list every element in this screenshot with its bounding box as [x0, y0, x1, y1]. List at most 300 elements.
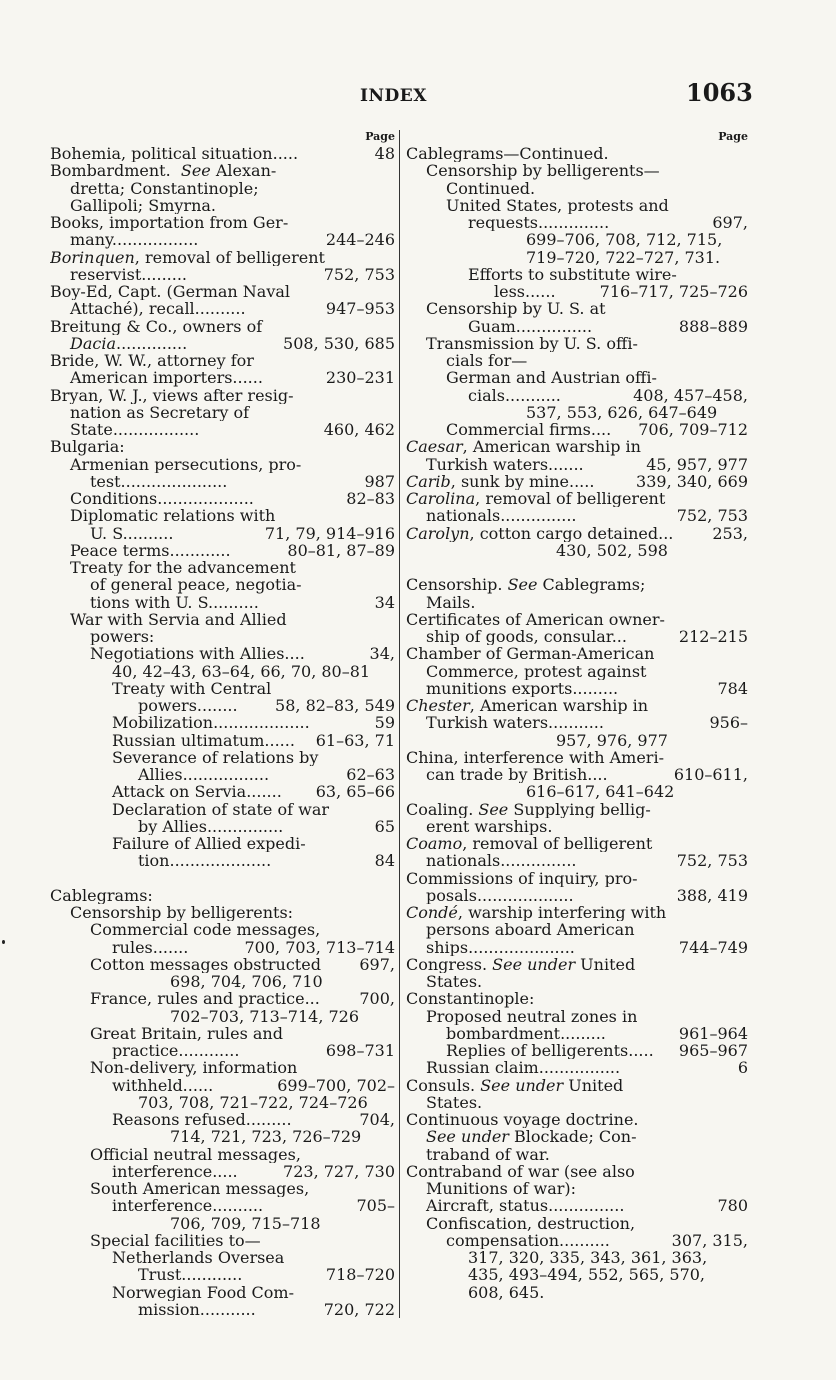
index-entry-text: Replies of belligerents..... — [446, 1042, 654, 1060]
index-page-reference: 784 — [714, 680, 748, 697]
index-entry-text: 430, 502, 598 — [556, 541, 668, 559]
index-entry-line — [50, 1215, 395, 1232]
index-entry-line — [406, 300, 748, 317]
index-page-reference: 82–83 — [343, 490, 395, 507]
index-entry-line — [50, 266, 395, 283]
index-entry-line — [406, 197, 748, 214]
index-entry-line — [50, 490, 395, 507]
index-entry-text: Commercial firms.... — [446, 421, 612, 439]
index-entry-text: tion.................... — [138, 852, 272, 870]
index-entry-text: tions with U. S.......... — [90, 593, 259, 611]
index-entry-line — [50, 1249, 395, 1266]
index-entry-text: 616–617, 641–642 — [526, 783, 675, 801]
index-page-reference: 6 — [735, 1059, 748, 1076]
index-entry-line — [50, 818, 395, 835]
index-entry-line — [406, 697, 748, 714]
index-entry-line — [406, 266, 748, 283]
index-entry-text: Gallipoli; Smyrna. — [70, 196, 217, 214]
index-entry-line — [406, 990, 748, 1007]
index-entry-line — [406, 904, 748, 921]
index-entry-line — [406, 1197, 748, 1214]
index-entry-text: Carolyn, cotton cargo detained... — [406, 524, 674, 542]
index-entry-text: Commissions of inquiry, pro- — [406, 869, 638, 887]
index-entry-line — [406, 421, 748, 438]
index-page-reference: 339, 340, 669 — [633, 473, 748, 490]
index-page-reference: 956– — [706, 714, 748, 731]
index-entry-line — [50, 300, 395, 317]
index-entry-text: United States, protests and — [446, 196, 669, 214]
index-entry-text: 706, 709, 715–718 — [170, 1214, 321, 1232]
index-entry-text: South American messages, — [90, 1180, 310, 1198]
index-entry-text: 719–720, 722–727, 731. — [526, 248, 721, 266]
index-entry-text: 699–706, 708, 712, 715, — [526, 231, 723, 249]
index-entry-line — [406, 749, 748, 766]
index-entry-text: Censorship by belligerents: — [70, 904, 294, 922]
index-page-reference: 45, 957, 977 — [643, 456, 748, 473]
index-entry-line — [50, 904, 395, 921]
index-entry-line — [406, 1077, 748, 1094]
index-entry-line — [50, 576, 395, 593]
index-entry-text: 317, 320, 335, 343, 361, 363, — [468, 1249, 708, 1267]
index-page-reference: 987 — [361, 473, 395, 490]
index-page-reference: 752, 753 — [321, 266, 395, 283]
index-entry-line — [406, 214, 748, 231]
index-entry-text: powers........ — [138, 697, 238, 715]
index-entry-text: compensation.......... — [446, 1231, 610, 1249]
index-page-reference: 48 — [372, 145, 395, 162]
index-entry-text: Dacia.............. — [70, 334, 188, 352]
index-page-reference: 699–700, 702– — [274, 1077, 395, 1094]
index-entry-text: Official neutral messages, — [90, 1145, 301, 1163]
index-entry-line — [406, 490, 748, 507]
index-entry-line — [406, 887, 748, 904]
index-entry-text: 435, 493–494, 552, 565, 570, — [468, 1266, 706, 1284]
index-entry-text: American importers...... — [70, 369, 263, 387]
index-entry-line — [406, 335, 748, 352]
index-entry-line — [50, 231, 395, 248]
index-entry-line — [406, 542, 748, 559]
index-entry-text: German and Austrian offi- — [446, 369, 657, 387]
index-entry-line — [50, 1128, 395, 1145]
index-entry-line — [406, 283, 748, 300]
index-entry-line — [406, 507, 748, 524]
index-entry-line — [406, 1180, 748, 1197]
index-entry-line — [50, 766, 395, 783]
index-entry-line — [50, 594, 395, 611]
index-entry-text: Norwegian Food Com- — [112, 1283, 295, 1301]
index-entry-text: Books, importation from Ger- — [50, 214, 289, 232]
index-entry-line — [406, 180, 748, 197]
index-page-reference: 34, — [367, 645, 395, 662]
index-page-reference: 965–967 — [676, 1042, 748, 1059]
index-page-reference: 697, — [356, 956, 395, 973]
index-entry-text: Censorship. See Cablegrams; — [406, 576, 646, 594]
index-entry-text: Turkish waters........... — [426, 714, 604, 732]
index-entry-line — [50, 697, 395, 714]
index-entry-text: 698, 704, 706, 710 — [170, 973, 323, 991]
index-entry-line — [406, 852, 748, 869]
page-column-label: Page — [718, 130, 748, 143]
index-entry-text: many................. — [70, 231, 199, 249]
index-page-reference: 71, 79, 914–916 — [262, 525, 395, 542]
entry-spacer — [50, 870, 395, 887]
index-entry-text: China, interference with Ameri- — [406, 748, 664, 766]
index-entry-line — [406, 680, 748, 697]
index-entry-line — [50, 335, 395, 352]
index-entry-text: Armenian persecutions, pro- — [70, 455, 302, 473]
index-page-reference: 704, — [356, 1111, 395, 1128]
index-entry-text: Coamo, removal of belligerent — [406, 835, 653, 853]
index-entry-line — [50, 801, 395, 818]
index-entry-text: Munitions of war): — [426, 1180, 577, 1198]
index-entry-text: Cablegrams: — [50, 886, 153, 904]
index-page-reference: 697, — [709, 214, 748, 231]
index-entry-line — [50, 318, 395, 335]
index-column-right — [406, 128, 748, 1301]
index-entry-line — [406, 1042, 748, 1059]
index-entry-line — [50, 145, 395, 162]
index-page-reference: 700, 703, 713–714 — [242, 939, 396, 956]
index-entry-text: Turkish waters....... — [426, 455, 584, 473]
index-entry-text: Cotton messages obstructed — [90, 955, 321, 973]
index-entry-line — [406, 249, 748, 266]
index-entry-line — [406, 318, 748, 335]
index-entry-line — [50, 249, 395, 266]
index-entry-text: Conditions................... — [70, 490, 254, 508]
index-entry-text: reservist......... — [70, 265, 188, 283]
index-entry-text: Great Britain, rules and — [90, 1024, 283, 1042]
index-entry-text: Censorship by U. S. at — [426, 300, 606, 318]
index-entry-line — [50, 1180, 395, 1197]
index-entry-line — [406, 473, 748, 490]
index-entry-line — [50, 749, 395, 766]
index-entry-line — [50, 611, 395, 628]
index-entry-line — [406, 956, 748, 973]
index-entry-line — [406, 456, 748, 473]
index-page-reference: 80–81, 87–89 — [284, 542, 395, 559]
index-entry-line — [406, 145, 748, 162]
index-entry-text: can trade by British.... — [426, 766, 608, 784]
index-entry-text: Mails. — [426, 593, 476, 611]
index-page-reference: 705– — [353, 1197, 395, 1214]
index-page-reference: 58, 82–83, 549 — [272, 697, 395, 714]
index-entry-text: Russian ultimatum...... — [112, 731, 295, 749]
index-entry-text: Bride, W. W., attorney for — [50, 352, 254, 370]
index-page-reference: 698–731 — [323, 1042, 395, 1059]
index-entry-text: Declaration of state of war — [112, 800, 329, 818]
index-entry-text: Russian claim................ — [426, 1059, 621, 1077]
index-entry-line — [406, 1094, 748, 1111]
index-entry-text: Borinquen, removal of belligerent — [50, 248, 325, 266]
index-entry-line — [406, 973, 748, 990]
index-entry-line — [50, 507, 395, 524]
index-entry-line — [50, 921, 395, 938]
index-entry-line — [50, 680, 395, 697]
index-entry-line — [50, 628, 395, 645]
index-entry-text: interference.......... — [112, 1197, 264, 1215]
index-entry-line — [406, 438, 748, 455]
index-entry-line — [406, 576, 748, 593]
index-entry-text: Attaché), recall.......... — [70, 300, 246, 318]
index-entry-text: 702–703, 713–714, 726 — [170, 1007, 360, 1025]
index-entry-line — [50, 1111, 395, 1128]
index-entry-line — [50, 939, 395, 956]
index-entry-line — [50, 387, 395, 404]
index-page-reference: 63, 65–66 — [313, 783, 395, 800]
index-entry-line — [406, 921, 748, 938]
index-entry-line — [50, 162, 395, 179]
index-entry-text: Contraband of war (see also — [406, 1162, 635, 1180]
index-entry-line — [50, 559, 395, 576]
index-entry-text: Chester, American warship in — [406, 697, 649, 715]
index-entry-text: powers: — [90, 628, 155, 646]
index-page-reference: 230–231 — [323, 369, 395, 386]
index-entry-line — [406, 1284, 748, 1301]
index-entry-line — [50, 421, 395, 438]
index-page-reference: 212–215 — [676, 628, 748, 645]
index-page-reference: 59 — [372, 714, 395, 731]
index-entries-right — [406, 145, 748, 1301]
index-entry-line — [50, 732, 395, 749]
index-page-reference: 700, — [356, 990, 395, 1007]
index-entry-text: Guam............... — [468, 317, 593, 335]
index-entry-line — [406, 1146, 748, 1163]
index-entry-text: Commercial code messages, — [90, 921, 321, 939]
index-entry-text: Peace terms............ — [70, 541, 231, 559]
index-entry-text: erent warships. — [426, 817, 553, 835]
index-entry-text: Confiscation, destruction, — [426, 1214, 636, 1232]
index-entry-text: See under Blockade; Con- — [426, 1128, 637, 1146]
index-entry-line — [406, 594, 748, 611]
index-page-reference: 752, 753 — [674, 507, 748, 524]
index-entry-line — [50, 1163, 395, 1180]
entry-spacer — [406, 559, 748, 576]
index-entry-text: mission........... — [138, 1300, 256, 1318]
index-entry-line — [406, 404, 748, 421]
index-entry-line — [406, 369, 748, 386]
index-entry-text: Reasons refused......... — [112, 1111, 292, 1129]
index-entry-text: Boy-Ed, Capt. (German Naval — [50, 283, 291, 301]
index-page-reference: 744–749 — [676, 939, 748, 956]
index-entry-line — [406, 1059, 748, 1076]
index-entry-text: test..................... — [90, 472, 228, 490]
index-entry-line — [50, 714, 395, 731]
index-entry-text: Bohemia, political situation..... — [50, 145, 299, 163]
index-entry-text: dretta; Constantinople; — [70, 179, 259, 197]
index-entry-line — [406, 663, 748, 680]
index-entry-line — [50, 783, 395, 800]
index-page-reference: 723, 727, 730 — [280, 1163, 395, 1180]
index-entry-text: Breitung & Co., owners of — [50, 317, 263, 335]
index-entry-text: Mobilization................... — [112, 714, 310, 732]
index-page-reference: 244–246 — [323, 231, 395, 248]
index-entry-line — [406, 645, 748, 662]
index-entry-line — [406, 628, 748, 645]
index-entry-text: 714, 721, 723, 726–729 — [170, 1128, 362, 1146]
running-header-title: INDEX — [360, 86, 427, 106]
index-page-reference: 253, — [709, 525, 748, 542]
index-entry-line — [50, 1094, 395, 1111]
index-entry-line — [50, 1284, 395, 1301]
index-entry-line — [50, 990, 395, 1007]
index-entry-text: Bulgaria: — [50, 438, 125, 456]
index-column-left — [50, 128, 395, 1318]
index-entry-text: Caesar, American warship in — [406, 438, 641, 456]
index-entry-line — [50, 352, 395, 369]
index-page-reference: 947–953 — [323, 300, 395, 317]
index-page-reference: 752, 753 — [674, 852, 748, 869]
index-entry-text: bombardment......... — [446, 1024, 606, 1042]
index-entry-line — [406, 1249, 748, 1266]
index-entry-line — [406, 1163, 748, 1180]
index-entry-text: nationals............... — [426, 852, 577, 870]
index-entry-line — [50, 1301, 395, 1318]
index-entry-line — [50, 1077, 395, 1094]
index-page-reference: 388, 419 — [674, 887, 748, 904]
index-entry-line — [406, 1128, 748, 1145]
index-entry-text: posals................... — [426, 886, 574, 904]
index-page-reference: 610–611, — [671, 766, 748, 783]
index-entry-line — [406, 525, 748, 542]
index-entry-line — [406, 1215, 748, 1232]
index-entry-text: Efforts to substitute wire- — [468, 265, 677, 283]
index-entry-line — [406, 162, 748, 179]
index-entry-text: munitions exports......... — [426, 679, 619, 697]
index-entry-line — [406, 801, 748, 818]
index-entry-line — [50, 852, 395, 869]
index-entry-text: Bryan, W. J., views after resig- — [50, 386, 294, 404]
index-entry-text: Netherlands Oversea — [112, 1249, 285, 1267]
column-divider — [399, 130, 400, 1318]
index-entry-text: Continued. — [446, 179, 536, 197]
index-entry-text: withheld...... — [112, 1076, 214, 1094]
index-entry-text: Trust............ — [138, 1266, 243, 1284]
index-page-reference: 720, 722 — [321, 1301, 395, 1318]
index-entry-text: States. — [426, 1093, 483, 1111]
index-page-reference: 888–889 — [676, 318, 748, 335]
index-entry-line — [406, 352, 748, 369]
index-entry-text: Special facilities to— — [90, 1231, 261, 1249]
index-entry-line — [50, 645, 395, 662]
index-entry-text: Bombardment. See Alexan- — [50, 162, 277, 180]
index-entry-line — [50, 887, 395, 904]
index-entry-line — [50, 973, 395, 990]
index-entry-line — [406, 870, 748, 887]
index-entry-line — [406, 611, 748, 628]
index-entry-text: Non-delivery, information — [90, 1059, 298, 1077]
index-entry-text: Commerce, protest against — [426, 662, 647, 680]
index-entry-text: Continuous voyage doctrine. — [406, 1111, 639, 1129]
index-entry-text: Carib, sunk by mine..... — [406, 472, 595, 490]
index-entry-line — [406, 1008, 748, 1025]
index-entry-text: cials for— — [446, 352, 528, 370]
index-entry-text: 703, 708, 721–722, 724–726 — [138, 1093, 368, 1111]
index-entry-text: of general peace, negotia- — [90, 576, 302, 594]
index-entry-text: practice............ — [112, 1042, 240, 1060]
index-entry-line — [50, 525, 395, 542]
index-entry-line — [406, 387, 748, 404]
index-entry-line — [406, 939, 748, 956]
index-entry-text: Treaty for the advancement — [70, 559, 296, 577]
index-entry-line — [50, 473, 395, 490]
index-page-reference: 34 — [372, 594, 395, 611]
index-entry-text: France, rules and practice... — [90, 990, 320, 1008]
index-entry-text: Failure of Allied expedi- — [112, 835, 306, 853]
index-entry-text: Attack on Servia....... — [112, 783, 282, 801]
index-page-reference: 307, 315, — [669, 1232, 748, 1249]
index-entry-text: Treaty with Central — [112, 679, 272, 697]
index-entry-line — [50, 956, 395, 973]
index-entry-text: interference..... — [112, 1162, 238, 1180]
index-entry-line — [406, 1232, 748, 1249]
index-entry-line — [50, 1266, 395, 1283]
index-entry-text: Chamber of German-American — [406, 645, 655, 663]
index-entry-line — [50, 1232, 395, 1249]
index-entry-line — [406, 783, 748, 800]
index-entry-line — [50, 542, 395, 559]
index-entry-line — [50, 456, 395, 473]
index-page-reference: 460, 462 — [321, 421, 395, 438]
index-entry-line — [406, 835, 748, 852]
index-entry-text: nationals............... — [426, 507, 577, 525]
index-entry-text: War with Servia and Allied — [70, 610, 287, 628]
margin-speck — [2, 940, 5, 944]
index-entry-text: Proposed neutral zones in — [426, 1007, 638, 1025]
index-page-reference: 780 — [714, 1197, 748, 1214]
index-page-reference: 961–964 — [676, 1025, 748, 1042]
index-entries-left — [50, 145, 395, 1318]
index-entry-line — [50, 1042, 395, 1059]
index-entry-line — [406, 818, 748, 835]
index-page-reference: 508, 530, 685 — [280, 335, 395, 352]
index-entry-line — [50, 404, 395, 421]
index-entry-text: Diplomatic relations with — [70, 507, 276, 525]
index-entry-text: Condé, warship interfering with — [406, 904, 667, 922]
index-entry-line — [406, 1025, 748, 1042]
index-entry-text: Congress. See under United — [406, 955, 636, 973]
index-entry-text: ships..................... — [426, 938, 575, 956]
index-entry-line — [50, 283, 395, 300]
index-entry-text: cials........... — [468, 386, 561, 404]
index-entry-text: States. — [426, 973, 483, 991]
index-entry-text: Transmission by U. S. offi- — [426, 334, 638, 352]
index-entry-line — [50, 1197, 395, 1214]
index-entry-text: Severance of relations by — [112, 748, 319, 766]
index-entry-text: 608, 645. — [468, 1283, 545, 1301]
index-entry-text: requests.............. — [468, 214, 610, 232]
index-entry-line — [50, 1146, 395, 1163]
index-entry-line — [406, 714, 748, 731]
index-entry-line — [406, 732, 748, 749]
index-entry-text: traband of war. — [426, 1145, 550, 1163]
index-entry-text: ship of goods, consular... — [426, 628, 627, 646]
index-entry-text: Certificates of American owner- — [406, 610, 665, 628]
index-entry-line — [406, 231, 748, 248]
index-entry-line — [50, 1059, 395, 1076]
index-page-reference: 61–63, 71 — [313, 732, 395, 749]
index-entry-line — [406, 1111, 748, 1128]
index-entry-line — [50, 180, 395, 197]
index-entry-text: 957, 976, 977 — [556, 731, 668, 749]
index-page-reference: 408, 457–458, — [630, 387, 748, 404]
index-entry-line — [50, 1008, 395, 1025]
index-entry-text: Negotiations with Allies.... — [90, 645, 305, 663]
index-page-reference: 716–717, 725–726 — [597, 283, 748, 300]
index-entry-text: rules....... — [112, 938, 189, 956]
index-entry-text: by Allies............... — [138, 817, 284, 835]
index-entry-text: 537, 553, 626, 647–649 — [526, 403, 718, 421]
index-entry-line — [406, 766, 748, 783]
